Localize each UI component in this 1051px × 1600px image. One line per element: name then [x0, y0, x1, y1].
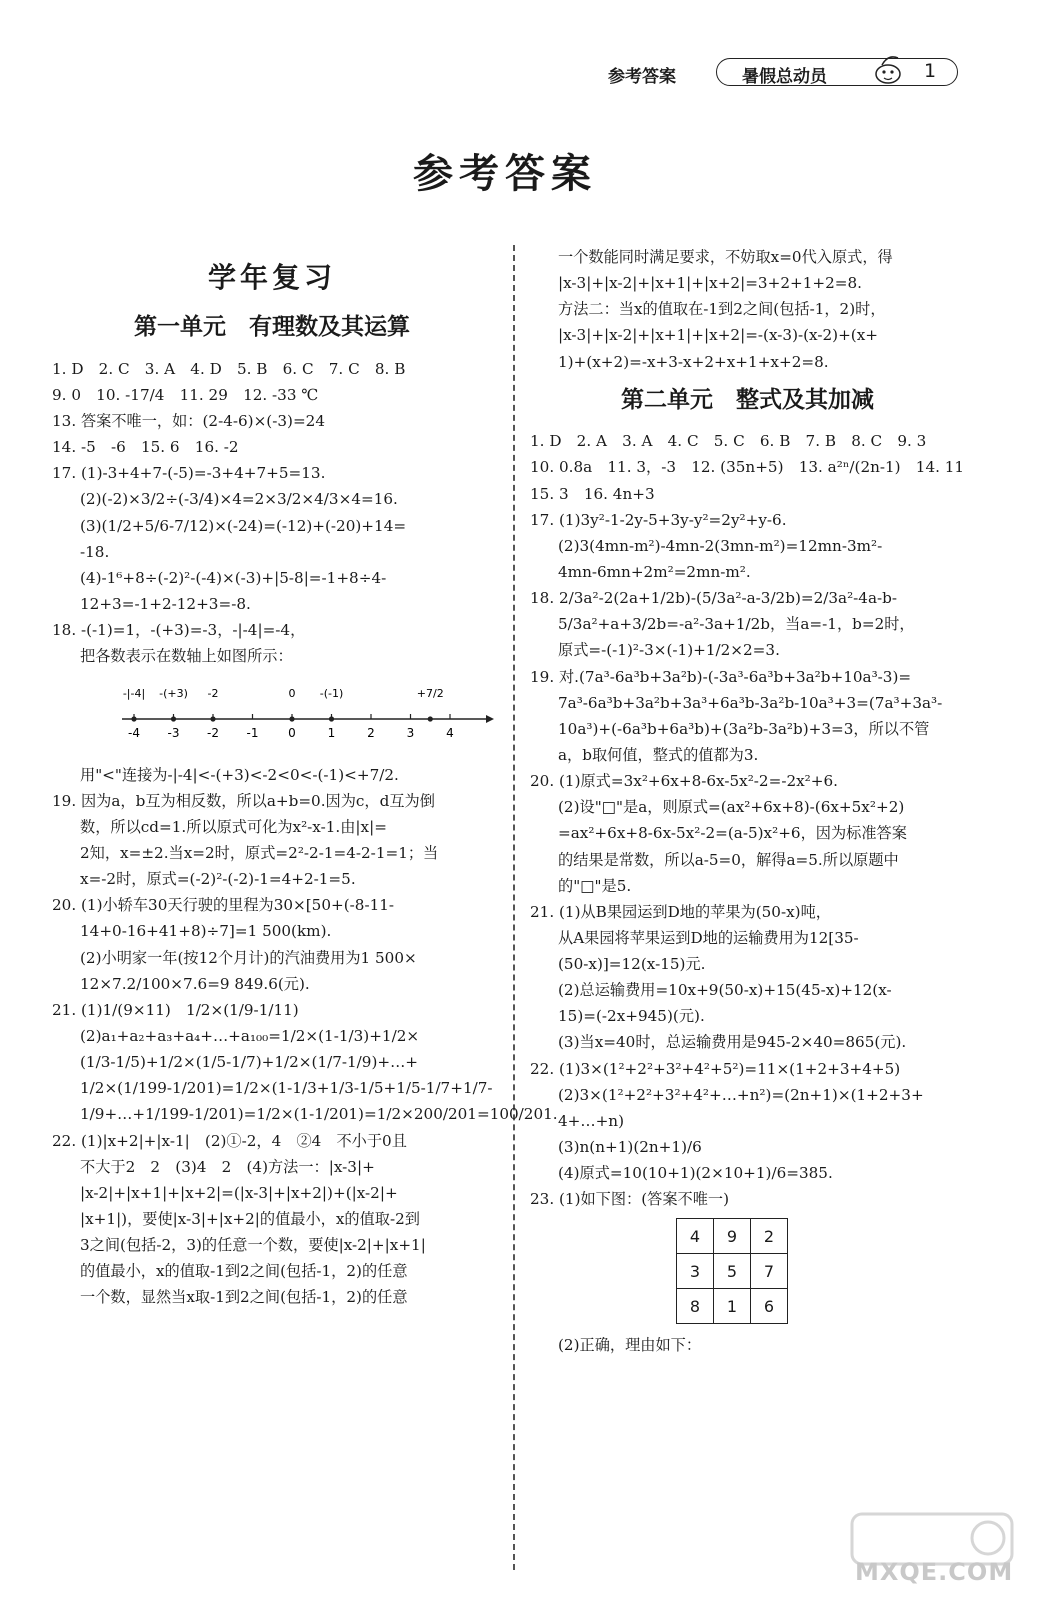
answer-list	[530, 244, 965, 375]
answer-line: 从A果园将苹果运到D地的运输费用为12[35-	[558, 928, 859, 947]
answer-line: (50-x)]=12(x-15)元.	[558, 955, 706, 974]
header-label: 参考答案	[608, 67, 676, 87]
answer-line: (2)(-2)×3/2÷(-3/4)×4=2×3/2×4/3×4=16.	[80, 490, 398, 509]
magic-square-cell: 6	[751, 1289, 788, 1324]
number-line-figure	[114, 675, 494, 745]
number-line-point-label: -(-1)	[319, 687, 344, 701]
page-number: 1	[924, 60, 937, 82]
answer-line: (2)设"□"是a，则原式=(ax²+6x+8)-(6x+5x²+2)	[558, 798, 905, 817]
answer-line: |x-2|+|x+1|+|x+2|=(|x-3|+|x+2|)+(|x-2|+	[80, 1183, 398, 1202]
number-line-point-label: +7/2	[416, 687, 444, 701]
number-line-point-label: -(+3)	[159, 687, 188, 701]
answer-line: 不大于2 2 (3)4 2 (4)方法一：|x-3|+	[80, 1157, 375, 1176]
answer-line: 1. D 2. C 3. A 4. D 5. B 6. C 7. C 8. B	[52, 359, 406, 378]
answer-line: 18. 2/3a²-2(2a+1/2b)-(5/3a²-a-3/2b)=2/3a²-4a-b-	[530, 589, 898, 608]
answer-line: (2)3(4mn-m²)-4mn-2(3mn-m²)=12mn-3m²-	[558, 536, 883, 555]
number-line-tick-label: 3	[406, 726, 415, 741]
answer-line: 的结果是常数，所以a-5=0，解得a=5.所以原题中	[558, 850, 899, 869]
number-line-tick-label: 1	[327, 726, 336, 741]
answer-line: 17. (1)3y²-1-2y-5+3y-y²=2y²+y-6.	[530, 510, 787, 529]
answer-line: 9. 0 10. -17/4 11. 29 12. -33 ℃	[52, 385, 319, 404]
answer-line: 19. 对.(7a³-6a³b+3a²b)-(-3a³-6a³b+3a²b+10a³-3)=	[530, 667, 912, 686]
magic-square-cell: 3	[677, 1254, 714, 1289]
answer-line: (2)总运输费用=10x+9(50-x)+15(45-x)+12(x-	[558, 981, 892, 1000]
magic-square-cell: 8	[677, 1289, 714, 1324]
magic-square-cell: 4	[677, 1219, 714, 1254]
answer-line: 14+0-16+41+8)÷7]=1 500(km).	[80, 922, 332, 941]
answer-line: 7a³-6a³b+3a²b+3a³+6a³b-3a²b-10a³+3=(7a³+3a³-	[558, 693, 943, 712]
answer-line: |x-3|+|x-2|+|x+1|+|x+2|=-(x-3)-(x-2)+(x+	[558, 326, 879, 345]
number-line-tick-label: -4	[128, 726, 140, 741]
answer-list-2	[52, 762, 558, 1311]
answer-line: 5/3a²+a+3/2b=-a²-3a+1/2b，当a=-1，b=2时，	[558, 615, 915, 634]
axis-arrow-icon	[486, 715, 494, 723]
answer-line: 21. (1)1/(9×11) 1/2×(1/9-1/11)	[52, 1000, 299, 1019]
answer-line: 20. (1)原式=3x²+6x+8-6x-5x²-2=-2x²+6.	[530, 772, 838, 791]
number-line-point	[289, 717, 294, 722]
magic-square-cell: 7	[751, 1254, 788, 1289]
answer-line: 14. -5 -6 15. 6 16. -2	[52, 438, 239, 457]
answer-line: (2)3×(1²+2²+3²+4²+…+n²)=(2n+1)×(1+2+3+	[558, 1085, 924, 1104]
answer-line: (2)正确，理由如下：	[558, 1336, 702, 1355]
column-divider	[513, 245, 515, 1570]
answer-line: 22. (1)3×(1²+2²+3²+4²+5²)=11×(1+2+3+4+5)	[530, 1059, 901, 1078]
number-line-point	[428, 717, 433, 722]
answer-line: (4)-1⁶+8÷(-2)²-(-4)×(-3)+|5-8|=-1+8÷4-	[80, 568, 387, 587]
number-line-tick-label: 2	[367, 726, 375, 741]
watermark-text: MXQE.COM	[855, 1558, 1014, 1586]
answer-line: 的"□"是5.	[558, 876, 632, 895]
answer-line: 10. 0.8a 11. 3，-3 12. (35n+5) 13. a²ⁿ/(2n-1) 14. 11	[530, 458, 965, 477]
answer-line: 23. (1)如下图：(答案不唯一)	[530, 1190, 730, 1209]
magic-square	[676, 1218, 788, 1324]
answer-line: 17. (1)-3+4+7-(-5)=-3+4+7+5=13.	[52, 464, 326, 483]
answer-line: (3)n(n+1)(2n+1)/6	[558, 1138, 702, 1157]
answer-line: a，b取何值，整式的值都为3.	[558, 745, 759, 764]
answer-line: (4)原式=10(10+1)(2×10+1)/6=385.	[558, 1164, 833, 1183]
answer-line: 4mn-6mn+2m²=2mn-m².	[558, 562, 751, 581]
answer-line: 的值最小，x的值取-1到2之间(包括-1，2)的任意	[80, 1262, 408, 1281]
magic-square-cell: 5	[714, 1254, 751, 1289]
number-line-tick-label: -1	[246, 726, 259, 741]
number-line-point-label: -|-4|	[122, 687, 146, 701]
header-series: 暑假总动员	[742, 67, 827, 87]
answer-line: 12+3=-1+2-12+3=-8.	[80, 594, 251, 613]
answer-line: 1. D 2. A 3. A 4. C 5. C 6. B 7. B 8. C 9. 3	[530, 432, 927, 451]
answer-line: (3)(1/2+5/6-7/12)×(-24)=(-12)+(-20)+14=	[80, 516, 407, 535]
magic-square-cell: 1	[714, 1289, 751, 1324]
number-line-point	[131, 717, 136, 722]
number-line-tick-label: -3	[167, 726, 180, 741]
answer-line: 15)=(-2x+945)(元).	[558, 1007, 705, 1026]
answer-line: (3)当x=40时，总运输费用是945-2×40=865(元).	[558, 1033, 907, 1052]
magic-square-row	[677, 1254, 788, 1289]
page-title: 参考答案	[413, 151, 597, 197]
answer-line: 12×7.2/100×7.6=9 849.6(元).	[80, 974, 310, 993]
answer-line: x=-2时，原式=(-2)²-(-2)-1=4+2-1=5.	[80, 870, 356, 889]
answer-line: 19. 因为a，b互为相反数，所以a+b=0.因为c，d互为倒	[52, 791, 435, 810]
unit-title: 第一单元 有理数及其运算	[134, 314, 410, 341]
magic-square-cell: 2	[751, 1219, 788, 1254]
answer-line: |x-3|+|x-2|+|x+1|+|x+2|=3+2+1+2=8.	[558, 274, 862, 293]
answer-line: 3之间(包括-2，3)的任意一个数，要使|x-2|+|x+1|	[80, 1236, 426, 1255]
answer-line: 20. (1)小轿车30天行驶的里程为30×[50+(-8-11-	[52, 896, 395, 915]
answer-line: 把各数表示在数轴上如图所示：	[80, 647, 293, 666]
answer-line: 用"<"连接为-|-4|<-(+3)<-2<0<-(-1)<+7/2.	[80, 765, 399, 784]
mascot-icon	[868, 50, 908, 86]
answer-line: 10a³)+(-6a³b+6a³b)+(3a²b-3a²b)+3=3，所以不管	[558, 719, 930, 738]
answer-line: 方法二：当x的值取在-1到2之间(包括-1，2)时，	[558, 300, 886, 319]
magic-square-cell: 9	[714, 1219, 751, 1254]
answer-line: 4+…+n)	[558, 1111, 625, 1130]
answer-line: 一个数，显然当x取-1到2之间(包括-1，2)的任意	[80, 1288, 408, 1307]
answer-line: (2)a₁+a₂+a₃+a₄+…+a₁₀₀=1/2×(1-1/3)+1/2×	[80, 1026, 420, 1045]
answer-line: 22. (1)|x+2|+|x-1| (2)①-2，4 ②4 不小于0且	[52, 1131, 407, 1150]
number-line-point-label: -2	[207, 687, 219, 701]
section-heading: 学年复习	[207, 261, 336, 294]
number-line-point	[329, 717, 334, 722]
answer-line: 数，所以cd=1.所以原式可化为x²-x-1.由|x|=	[80, 817, 387, 836]
right-column	[530, 244, 965, 1359]
answer-line: |x+1|)，要使|x-3|+|x+2|的值最小，x的值取-2到	[80, 1209, 420, 1228]
answer-line: 2知，x=±2.当x=2时，原式=2²-2-1=4-2-1=1；当	[80, 843, 439, 862]
left-column	[52, 250, 558, 1310]
answer-line: (1/3-1/5)+1/2×(1/5-1/7)+1/2×(1/7-1/9)+…+	[80, 1053, 419, 1072]
answer-line: -18.	[80, 542, 110, 561]
answer-line: 1/9+…+1/199-1/201)=1/2×(1-1/201)=1/2×200/201=100/201.	[80, 1105, 558, 1124]
magic-square-row	[677, 1289, 788, 1324]
answer-list	[52, 356, 492, 670]
answer-line: 一个数能同时满足要求，不妨取x=0代入原式，得	[558, 248, 893, 266]
number-line-point	[171, 717, 176, 722]
answer-line: 13. 答案不唯一，如：(2-4-6)×(-3)=24	[52, 411, 326, 430]
unit-title: 第二单元 整式及其加减	[621, 386, 874, 413]
answer-line: =ax²+6x+8-6x-5x²-2=(a-5)x²+6，因为标准答案	[558, 824, 907, 843]
answer-line: 1)+(x+2)=-x+3-x+2+x+1+x+2=8.	[558, 352, 829, 371]
number-line-tick-label: 4	[446, 726, 454, 741]
answer-list-2	[530, 428, 965, 1212]
answer-line: 21. (1)从B果园运到D地的苹果为(50-x)吨，	[530, 902, 831, 921]
answer-line: 原式=-(-1)²-3×(-1)+1/2×2=3.	[558, 641, 780, 660]
answer-line: (2)小明家一年(按12个月计)的汽油费用为1 500×	[80, 948, 417, 967]
number-line-point-label: 0	[288, 687, 296, 701]
answer-line: 1/2×(1/199-1/201)=1/2×(1-1/3+1/3-1/5+1/5-1/7+1/7-	[80, 1079, 493, 1098]
number-line-tick-label: 0	[288, 726, 296, 741]
answer-line: 15. 3 16. 4n+3	[530, 484, 655, 503]
number-line-tick-label: -2	[207, 726, 219, 741]
number-line-point	[210, 717, 215, 722]
magic-square-row	[677, 1219, 788, 1254]
answer-line: 18. -(-1)=1，-(+3)=-3，-|-4|=-4，	[52, 621, 306, 640]
